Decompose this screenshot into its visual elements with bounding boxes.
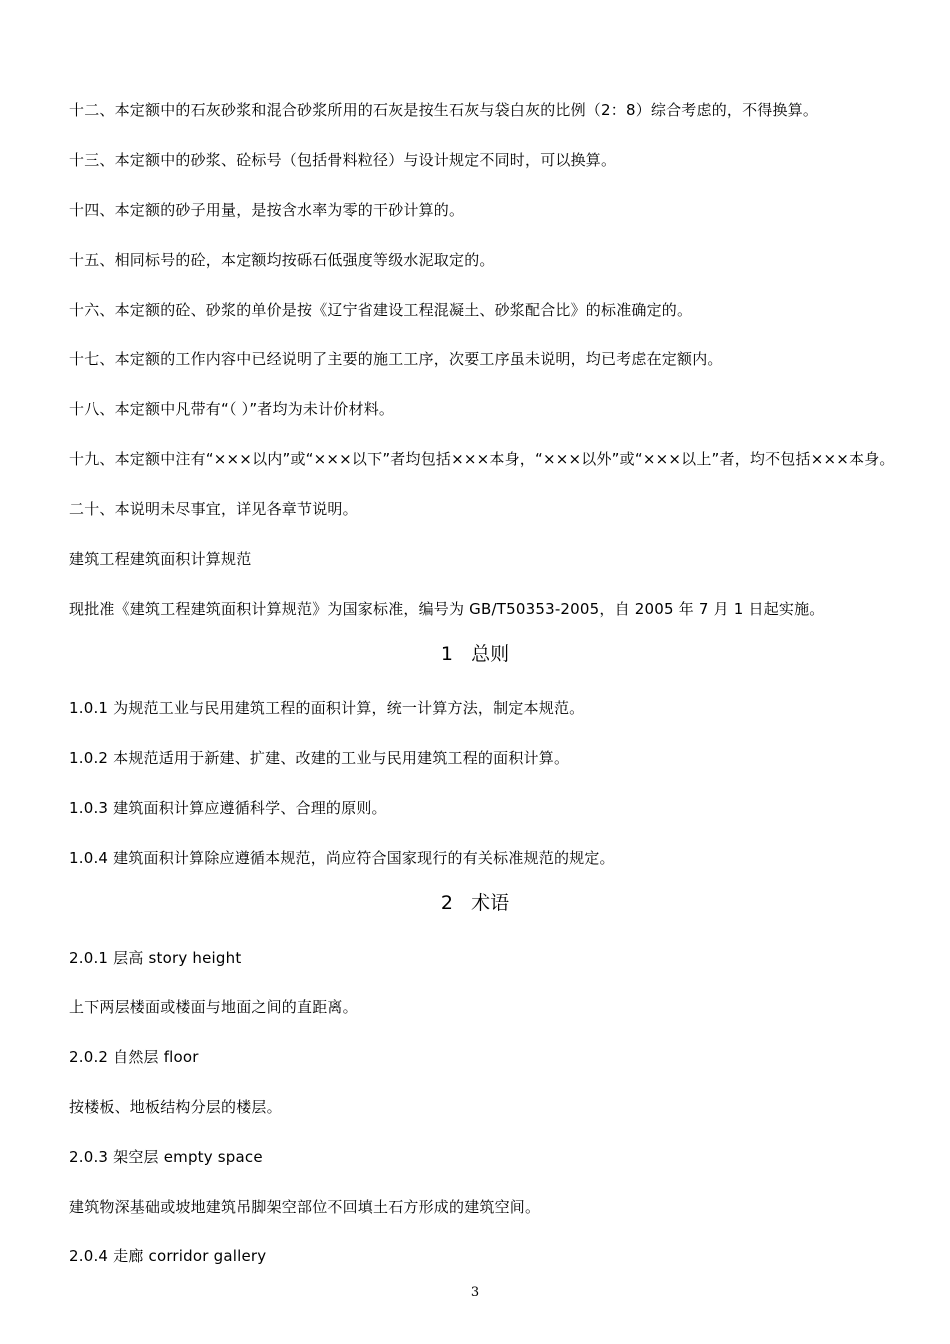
term-title: 2.0.2 自然层 floor bbox=[69, 1048, 199, 1066]
term-title: 2.0.1 层高 story height bbox=[69, 949, 242, 967]
term-title: 2.0.3 架空层 empty space bbox=[69, 1148, 263, 1166]
paragraph: 二十、本说明未尽事宜，详见各章节说明。 bbox=[69, 500, 358, 518]
subtitle: 建筑工程建筑面积计算规范 bbox=[69, 550, 252, 568]
term-definition: 按楼板、地板结构分层的楼层。 bbox=[69, 1098, 282, 1116]
paragraph: 十九、本定额中注有“×××以内”或“×××以下”者均包括×××本身，“×××以外”或“×××以上”者，均不包括×××本身。 bbox=[69, 450, 895, 468]
clause: 1.0.2 本规范适用于新建、扩建、改建的工业与民用建筑工程的面积计算。 bbox=[69, 749, 570, 767]
section-heading-2: 2 术语 bbox=[440, 892, 510, 914]
paragraph: 十四、本定额的砂子用量，是按含水率为零的干砂计算的。 bbox=[69, 201, 465, 219]
paragraph: 十七、本定额的工作内容中已经说明了主要的施工工序，次要工序虽未说明，均已考虑在定额内。 bbox=[69, 350, 723, 368]
paragraph: 十二、本定额中的石灰砂浆和混合砂浆所用的石灰是按生石灰与袋白灰的比例（2：8）综合考虑的，不得换算。 bbox=[69, 101, 819, 119]
clause: 1.0.4 建筑面积计算除应遵循本规范，尚应符合国家现行的有关标准规范的规定。 bbox=[69, 849, 615, 867]
term-definition: 建筑物深基础或坡地建筑吊脚架空部位不回填土石方形成的建筑空间。 bbox=[69, 1198, 541, 1216]
paragraph: 十六、本定额的砼、砂浆的单价是按《辽宁省建设工程混凝土、砂浆配合比》的标准确定的。 bbox=[69, 301, 693, 319]
clause: 1.0.1 为规范工业与民用建筑工程的面积计算，统一计算方法，制定本规范。 bbox=[69, 699, 585, 717]
clause: 1.0.3 建筑面积计算应遵循科学、合理的原则。 bbox=[69, 799, 387, 817]
paragraph: 十三、本定额中的砂浆、砼标号（包括骨料粒径）与设计规定不同时，可以换算。 bbox=[69, 151, 617, 169]
term-definition: 上下两层楼面或楼面与地面之间的直距离。 bbox=[69, 998, 358, 1016]
section-heading-1: 1 总则 bbox=[440, 643, 510, 665]
paragraph: 现批准《建筑工程建筑面积计算规范》为国家标准，编号为 GB/T50353-2005，自 2005 年 7 月 1 日起实施。 bbox=[69, 600, 825, 618]
paragraph: 十八、本定额中凡带有“（ ）”者均为未计价材料。 bbox=[69, 400, 395, 418]
term-title: 2.0.4 走廊 corridor gallery bbox=[69, 1247, 267, 1265]
paragraph: 十五、相同标号的砼，本定额均按砾石低强度等级水泥取定的。 bbox=[69, 251, 495, 269]
page-number: 3 bbox=[470, 1285, 480, 1300]
